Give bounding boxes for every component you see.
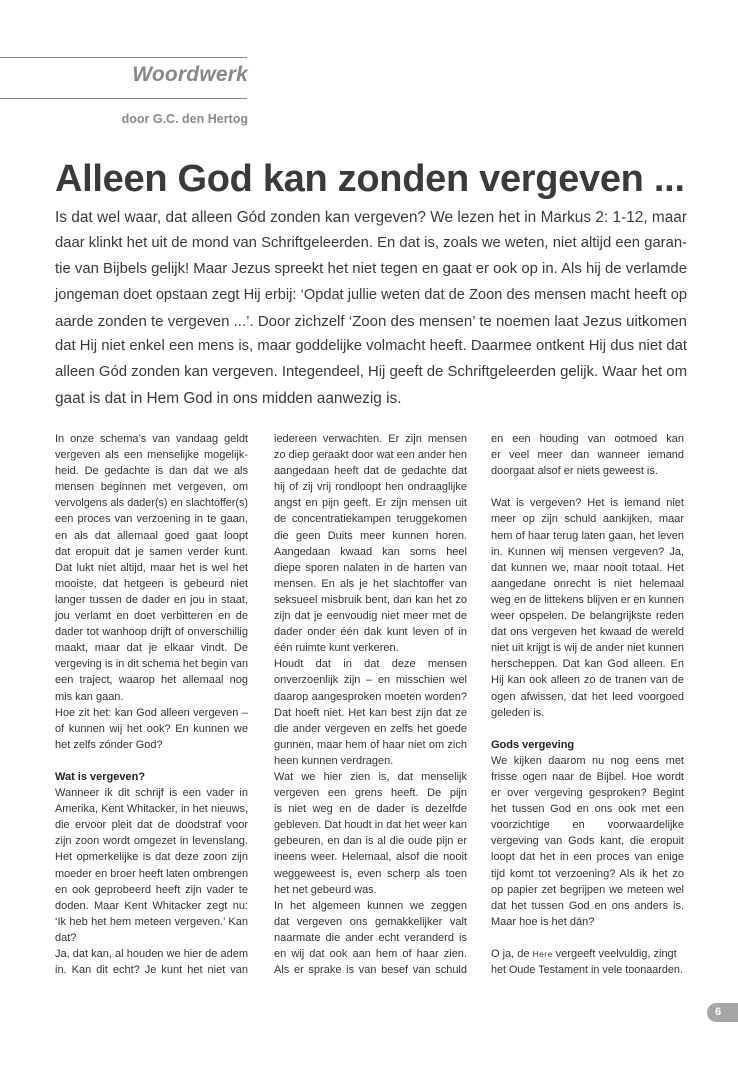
body-line: en als dat allemaal goed gaat loopt (55, 529, 248, 542)
body-line: vergeving van Gods kant, die eropuit (491, 835, 684, 848)
body-line: het Oude Testament in vele toonaarden. (491, 964, 683, 977)
lead-line: tie van Bijbels gelijk! Maar Jezus spreekt het niet tegen en gaat er ook op in. Als hij de verlamde (55, 260, 687, 277)
lead-line: aarde zonden te vergeven ...’. Door zichzelf ‘Zoon des mensen’ te noemen laat Jezus uitkomen (55, 312, 687, 330)
body-line: jou verlamt en doet verbitteren en de (55, 610, 248, 623)
body-line: Amerika, Kent Whitacker, in het nieuws, (55, 803, 248, 816)
body-line: in. Kunnen wij mensen vergeven? Ja, (491, 545, 684, 558)
column-1 (55, 431, 248, 978)
body-line: meer op zijn schuld aankijken, maar (491, 513, 684, 526)
body-line: Wat is vergeven? Het is iemand niet (491, 497, 684, 510)
body-line: We kijken daarom nu nog eens met (491, 754, 684, 767)
body-line: weggeweest is, even scherp als toen (274, 867, 467, 880)
body-line: de concentratiekampen teruggekomen (274, 513, 467, 526)
body-line: onverzoenlijk zijn – en misschien wel (274, 674, 467, 687)
body-line: vergeven een grens heeft. De pijn (274, 787, 467, 800)
body-line: Wanneer ik dit schrijf is een vader in (55, 787, 248, 800)
body-line: dader onder één dak kunt leven of in (274, 626, 467, 639)
body-line: dat kunnen we, maar nooit totaal. Het (491, 561, 684, 574)
body-line: Wat we hier zien is, dat menselijk (274, 770, 467, 783)
body-line (491, 946, 684, 962)
body-line: het tussen God en ons ook met een (491, 803, 684, 816)
body-line: doden. Maar Kent Whitacker zegt nu: (55, 899, 248, 912)
paragraph-gap (491, 930, 684, 946)
body-line: vergeven als een menselijke mogelijk- (55, 449, 248, 462)
body-line: Hoe zit het: kan God alleen vergeven – (55, 706, 248, 719)
body-text: O ja, de (491, 948, 533, 960)
body-line: langer tussen de dader en jou in staat, (55, 593, 248, 606)
body-text: vergeeft veelvuldig, zingt (552, 948, 677, 960)
body-line: niet uit krijgt is wij de ander niet kunnen (491, 642, 684, 655)
body-line: weer opspelen. De belangrijkste reden (491, 610, 684, 623)
body-line: Maar hoe is het dán? (491, 915, 595, 928)
body-line: Dat lukt niet altijd, maar het is wel het (55, 561, 248, 574)
body-line: aangedane onrecht is niet helemaal (491, 577, 684, 590)
body-line: dat eropuit dat je samen verder kunt. (55, 545, 248, 558)
body-line: mis kan gaan. (55, 690, 124, 703)
body-line: heid. De gedachte is dan dat we als (55, 465, 248, 478)
body-line: loopt dat het in een proces van enige (491, 851, 684, 864)
lead-line: daar klinkt het uit de mond van Schriftgeleerden. En dat is, zoals we weten, niet altijd een garan- (55, 234, 687, 251)
body-line: gebleven. Dat houdt in dat het weer kan (274, 819, 467, 832)
body-line: is niet weg en de dader is dezelfde (274, 803, 467, 816)
body-line: In het algemeen kunnen we zeggen (274, 899, 467, 912)
body-line: daarop aangesproken moeten worden? (274, 690, 467, 703)
subheading-gods-vergeving: Gods vergeving (491, 738, 575, 751)
body-line: tijd komt tot verzoening? Als ik het zo (491, 867, 684, 880)
body-line: die ervoor pleit dat de doodstraf voor (55, 819, 248, 832)
body-line: angst en pijn geeft. Er zijn mensen uit (274, 497, 467, 510)
body-line: Hij kan ook alleen zo de tranen van de (491, 674, 684, 687)
body-line: heen kunnen verdragen. (274, 754, 394, 767)
body-line: ineens weer. Helemaal, alsof die nooit (274, 851, 467, 864)
body-line: geleden is. (491, 706, 545, 719)
section-title: Woordwerk (132, 63, 248, 86)
lead-line: jongeman doet opstaan zegt Hij erbij: ‘Opdat jullie weten dat de Zoon des mensen macht heeft op (55, 286, 687, 303)
body-line: één ruimte kunt verkeren. (274, 642, 399, 655)
body-line: hij of zij vrij rondloopt hen ondraaglijke (274, 481, 467, 494)
body-line: gunnen, maar hem of haar niet om zich (274, 738, 467, 751)
body-line: mensen. En als je het slachtoffer van (274, 577, 467, 590)
body-line: In onze schema’s van vandaag geldt (55, 433, 248, 445)
body-line: een traject, waarop het allemaal nog (55, 674, 248, 687)
body-line: en ook geprobeerd heeft zijn vader te (55, 883, 248, 896)
lead-line: gaat is dat in Hem God in ons midden aanwezig is. (55, 390, 402, 408)
body-line: maakt, maar dat je elkaar vindt. De (55, 642, 248, 655)
paragraph-gap (491, 479, 684, 495)
body-line: dat het tussen God en ons anders is. (491, 899, 684, 912)
paragraph-gap (55, 753, 248, 769)
lead-line: alleen Gód zonden kan vergeven. Integendeel, Hij geeft de Schriftgeleerden gelijk. Waar het om (55, 364, 687, 381)
body-line: er over vergeving gesproken? Begint (491, 787, 684, 800)
body-line: iedereen verwachten. Er zijn mensen (274, 433, 467, 445)
body-line: Aangedaan kwaad kan soms heel (274, 545, 467, 558)
body-line: gebeuren, en dan is al die oude pijn er (274, 835, 467, 848)
lead-line: Is dat wel waar, dat alleen Gód zonden kan vergeven? We lezen het in Markus 2: 1-12, maar (55, 209, 687, 226)
body-line: die ander vergeven en zelfs het goede (274, 722, 467, 735)
body-line: diepe sporen nalaten in de harten van (274, 561, 467, 574)
body-line: seksueel misbruik bent, dan kan het zo (274, 593, 467, 606)
body-line: zo diep geraakt door wat een ander hen (274, 449, 467, 462)
body-line: ogen afwissen, dat het leed voorgoed (491, 690, 684, 703)
header-rule-top (0, 57, 247, 58)
body-line: weg en de littekens blijven er en kunnen (491, 593, 684, 606)
body-line: zijn dat je eenvoudig niet meer met de (274, 610, 467, 623)
body-line: naarmate die ander echt veranderd is (274, 931, 467, 944)
column-2 (274, 431, 467, 978)
body-line: ‘Ik heb het hem meteen vergeven.’ Kan (55, 915, 248, 928)
subheading-wat-is-vergeven: Wat is vergeven? (55, 770, 146, 783)
body-line: dat ons vergeven het kwaad de wereld (491, 626, 684, 639)
body-line: dader tot wanhoop drijft of onverschillig (55, 626, 248, 639)
lead-paragraph (55, 205, 687, 412)
body-line: aangedaan heeft dat de gedachte dat (274, 465, 467, 478)
body-line: en een houding van ootmoed kan (491, 433, 684, 445)
body-line: zijn zoon wordt omgezet in levenslang. (55, 835, 248, 848)
body-line: doorgaat alsof er niets geweest is. (491, 465, 658, 478)
body-line: er veel meer dan wanneer iemand (491, 449, 684, 462)
body-line: vergeving is in dit schema het begin van (55, 658, 248, 671)
body-line: Als er sprake is van besef van schuld (274, 964, 467, 977)
body-line: of kunnen wij het ook? En kunnen we (55, 722, 248, 735)
column-3 (491, 431, 684, 978)
body-line: hem of haar terug laten gaan, het leven (491, 529, 684, 542)
body-line: die geen Duits meer kunnen horen. (274, 529, 467, 542)
body-line: herscheppen. Dat kan God alleen. En (491, 658, 684, 671)
header-rule-bottom (0, 98, 247, 99)
body-line: frisse ogen naar de Bijbel. Hoe wordt (491, 770, 684, 783)
page-number-tab: 6 (707, 1003, 738, 1022)
article-headline: Alleen God kan zonden vergeven ... (55, 158, 685, 200)
body-line: vervolgens als dader(s) en slachtoffer(s) (55, 497, 248, 510)
small-caps-here: Here (532, 949, 553, 959)
body-line: Ja, dat kan, al houden we hier de adem (55, 948, 248, 960)
body-line: mooiste, dat hetgeen is gebeurd niet (55, 577, 248, 590)
body-line: het zelfs zónder God? (55, 738, 163, 751)
body-line: op papier zet begrijpen we meteen wel (491, 883, 684, 896)
body-line: Houdt dat in dat deze mensen (274, 658, 467, 671)
body-line: dat vergeven ons gemakkelijker valt (274, 915, 467, 928)
body-line: moeder en broer heeft laten ombrengen (55, 867, 248, 880)
paragraph-gap (491, 721, 684, 737)
body-line: dat? (55, 931, 77, 944)
lead-line: dat Hij niet enkel een mens is, maar goddelijke volmacht heeft. Daarmee ontkent Hij dus niet dat (55, 338, 687, 355)
body-line: Dat hoeft niet. Het kan best zijn dat ze (274, 706, 467, 719)
body-line: en wij dat ook aan hem of haar zien. (274, 948, 467, 960)
body-line: in. Kan dit echt? Je kunt het niet van (55, 964, 248, 977)
author-byline: door G.C. den Hertog (121, 112, 248, 126)
body-line: mensen beginnen met vergeven, om (55, 481, 248, 494)
body-line: Het opmerkelijke is dat deze zoon zijn (55, 851, 248, 864)
body-line: voorzichtige en voorwaardelijke (491, 819, 684, 832)
body-line: een proces van verzoening in te gaan, (55, 513, 248, 526)
body-line: het net gebeurd was. (274, 883, 377, 896)
